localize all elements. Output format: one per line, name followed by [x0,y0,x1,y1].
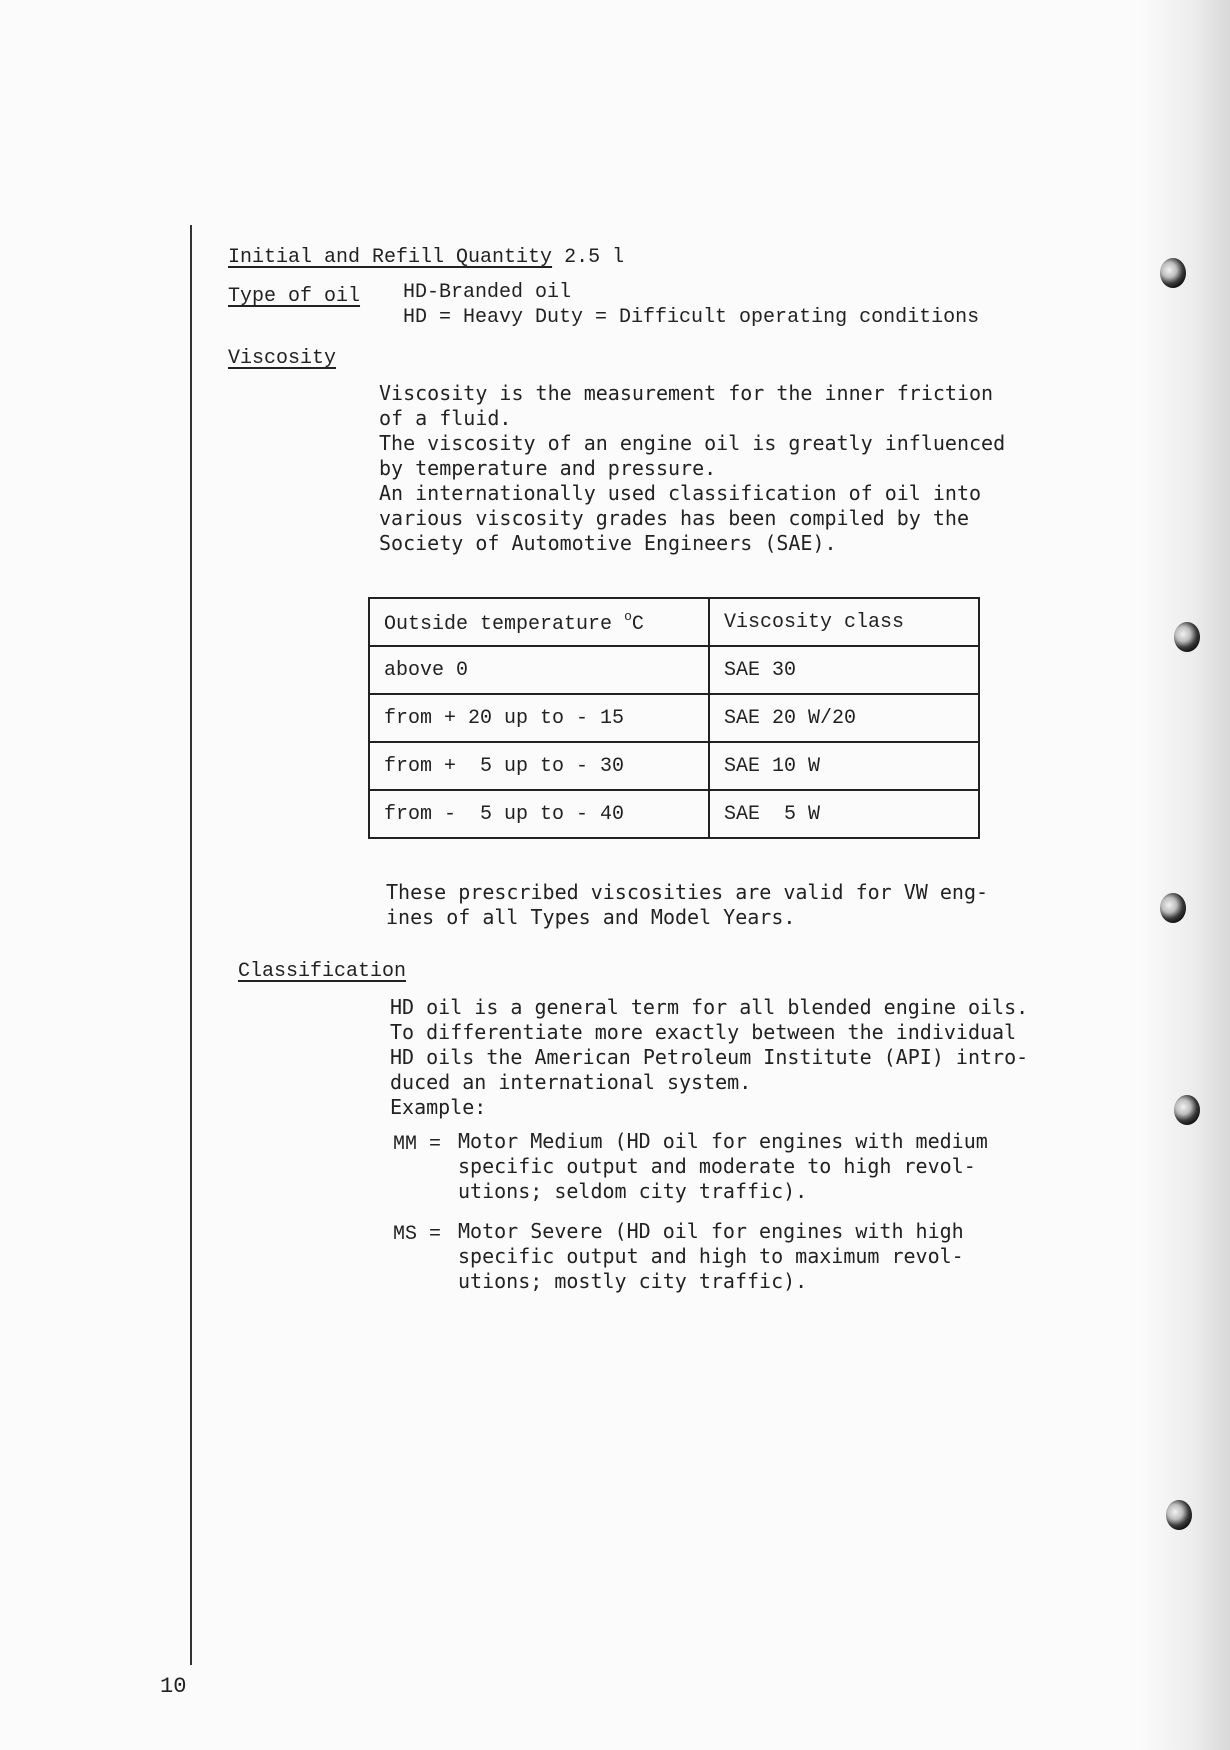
header-temperature: Outside temperature $^o$C [369,598,709,646]
oil-type-label: Type of oil [228,285,361,308]
oil-type-line2: HD = Heavy Duty = Difficult operating conditions [403,306,980,329]
page-edge-shadow [1140,0,1230,1750]
validity-note: These prescribed viscosities are valid for VW eng- ines of all Types and Model Years. [386,880,989,929]
cell-class: SAE 30 [709,646,979,694]
ms-description: Motor Severe (HD oil for engines with high specific output and high to maximum revol- utions; mostly city traffic). [458,1219,964,1293]
page-number: 10 [160,1674,187,1699]
cell-class: SAE 10 W [709,742,979,790]
cell-class: SAE 5 W [709,790,979,838]
table-row [369,646,979,694]
quantity-value: 2.5 l [564,246,625,269]
cell-temperature: from - 5 up to - 40 [369,790,709,838]
punch-hole [1160,258,1186,288]
viscosity-paragraph: Viscosity is the measurement for the inner friction of a fluid. The viscosity of an engine oil is greatly influenced by temperature and pressure. An internationally used classification of oil into various viscosity grades has been compiled by the Society of Automotive Engineers (SAE). [379,381,1006,555]
table-row [369,694,979,742]
punch-hole [1166,1500,1192,1530]
margin-rule [190,225,192,1665]
degree-symbol: o [624,608,632,624]
table-header-row [369,598,979,646]
punch-hole [1174,1095,1200,1125]
table-row [369,742,979,790]
cell-temperature: from + 20 up to - 15 [369,694,709,742]
cell-class: SAE 20 W/20 [709,694,979,742]
quantity-label: Initial and Refill Quantity [228,246,553,269]
viscosity-table [368,597,980,839]
table-row [369,790,979,838]
oil-type-line1: HD-Branded oil [403,281,572,304]
mm-label: MM = [393,1133,442,1156]
punch-hole [1160,893,1186,923]
header-viscosity-class: Viscosity class [709,598,979,646]
ms-label: MS = [393,1223,442,1246]
cell-temperature: above 0 [369,646,709,694]
classification-paragraph: HD oil is a general term for all blended engine oils. To differentiate more exactly between the individual HD oils the American Petroleum Institute (API) intro- duced an international system. Example: [390,995,1029,1119]
viscosity-heading: Viscosity [228,347,337,370]
quantity-line [228,246,624,269]
classification-heading: Classification [238,960,407,983]
mm-description: Motor Medium (HD oil for engines with medium specific output and moderate to high revol- utions; seldom city traffic). [458,1129,988,1203]
punch-hole [1174,622,1200,652]
cell-temperature: from + 5 up to - 30 [369,742,709,790]
